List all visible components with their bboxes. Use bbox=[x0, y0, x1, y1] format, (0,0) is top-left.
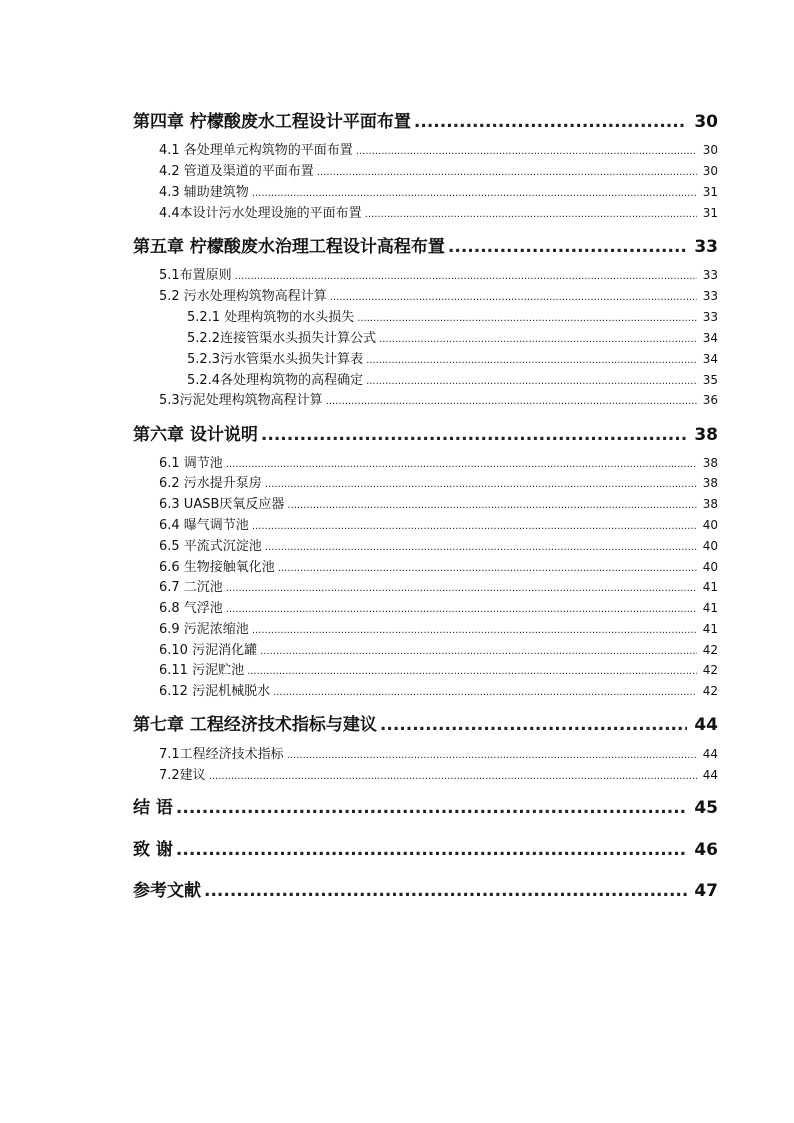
toc-title: 4.1 各处理单元构筑物的平面布置 bbox=[159, 143, 353, 158]
toc-chapter-7[interactable] bbox=[133, 710, 718, 735]
toc-title: 5.2.4各处理构筑物的高程确定 bbox=[187, 373, 364, 388]
toc-title: 5.1布置原则 bbox=[159, 268, 232, 283]
toc-title: 6.10 污泥消化罐 bbox=[159, 643, 258, 658]
toc-title: 第六章 设计说明 bbox=[133, 425, 258, 445]
toc-subsection-5-2-4[interactable] bbox=[187, 369, 718, 388]
toc-page-number: 41 bbox=[702, 622, 718, 636]
toc-page-number: 31 bbox=[702, 206, 718, 220]
dot-leader bbox=[204, 881, 687, 901]
toc-title: 4.3 辅助建筑物 bbox=[159, 185, 249, 200]
toc-page-number: 38 bbox=[702, 456, 718, 470]
toc-section-6-3[interactable] bbox=[159, 493, 718, 512]
toc-title: 7.1工程经济技术指标 bbox=[159, 747, 284, 762]
dot-leader bbox=[176, 798, 687, 818]
toc-title: 第四章 柠檬酸废水工程设计平面布置 bbox=[133, 112, 411, 132]
toc-page-number: 41 bbox=[702, 580, 718, 594]
toc-title: 5.3污泥处理构筑物高程计算 bbox=[159, 393, 323, 408]
dot-leader bbox=[252, 521, 697, 532]
dot-leader bbox=[365, 209, 697, 220]
toc-section-7-2[interactable] bbox=[159, 764, 718, 783]
toc-page-number: 31 bbox=[702, 185, 718, 199]
toc-page-number: 36 bbox=[702, 393, 718, 407]
toc-section-6-10[interactable] bbox=[159, 639, 718, 658]
toc-page-number: 30 bbox=[702, 143, 718, 157]
dot-leader bbox=[330, 292, 697, 303]
dot-leader bbox=[273, 687, 697, 698]
toc-page-number: 40 bbox=[702, 539, 718, 553]
dot-leader bbox=[317, 167, 697, 178]
toc-title: 6.11 污泥贮池 bbox=[159, 663, 245, 678]
dot-leader bbox=[265, 542, 697, 553]
toc-conclusion[interactable] bbox=[133, 793, 718, 818]
toc-page-number: 47 bbox=[694, 881, 718, 901]
toc-page-number: 34 bbox=[702, 352, 718, 366]
toc-chapter-5[interactable] bbox=[133, 232, 718, 257]
dot-leader bbox=[176, 840, 687, 860]
toc-title: 4.2 管道及渠道的平面布置 bbox=[159, 164, 314, 179]
toc-title: 致 谢 bbox=[133, 840, 173, 860]
dot-leader bbox=[247, 666, 697, 677]
toc-title: 6.4 曝气调节池 bbox=[159, 518, 249, 533]
dot-leader bbox=[287, 750, 697, 761]
toc-page-number: 46 bbox=[694, 840, 718, 860]
toc-section-4-2[interactable] bbox=[159, 160, 718, 179]
toc-chapter-4[interactable] bbox=[133, 107, 718, 132]
toc-page-number: 33 bbox=[702, 268, 718, 282]
dot-leader bbox=[326, 396, 697, 407]
toc-page-number: 44 bbox=[702, 768, 718, 782]
toc-section-4-4[interactable] bbox=[159, 202, 718, 221]
toc-section-5-3[interactable] bbox=[159, 389, 718, 408]
toc-page-number: 41 bbox=[702, 601, 718, 615]
toc-section-6-2[interactable] bbox=[159, 472, 718, 491]
dot-leader bbox=[366, 376, 697, 387]
toc-page-number: 30 bbox=[694, 112, 718, 132]
toc-page-number: 35 bbox=[702, 373, 718, 387]
toc-title: 参考文献 bbox=[133, 881, 201, 901]
toc-references[interactable] bbox=[133, 876, 718, 901]
toc-section-6-8[interactable] bbox=[159, 597, 718, 616]
toc-acknowledgements[interactable] bbox=[133, 835, 718, 860]
toc-title: 5.2.2连接管渠水头损失计算公式 bbox=[187, 331, 377, 346]
toc-section-6-6[interactable] bbox=[159, 556, 718, 575]
dot-leader bbox=[287, 500, 697, 511]
toc-page-number: 40 bbox=[702, 560, 718, 574]
toc-title: 6.2 污水提升泵房 bbox=[159, 476, 262, 491]
toc-section-5-1[interactable] bbox=[159, 264, 718, 283]
toc-title: 6.8 气浮池 bbox=[159, 601, 223, 616]
dot-leader bbox=[226, 604, 697, 615]
toc-title: 6.5 平流式沉淀池 bbox=[159, 539, 262, 554]
toc-section-5-2[interactable] bbox=[159, 285, 718, 304]
toc-page-number: 30 bbox=[702, 164, 718, 178]
toc-title: 5.2.3污水管渠水头损失计算表 bbox=[187, 352, 364, 367]
dot-leader bbox=[260, 646, 697, 657]
toc-section-6-9[interactable] bbox=[159, 618, 718, 637]
toc-section-4-1[interactable] bbox=[159, 139, 718, 158]
toc-section-7-1[interactable] bbox=[159, 743, 718, 762]
toc-title: 第五章 柠檬酸废水治理工程设计高程布置 bbox=[133, 237, 445, 257]
toc-title: 6.7 二沉池 bbox=[159, 580, 223, 595]
toc-page-number: 33 bbox=[702, 289, 718, 303]
toc-title: 6.1 调节池 bbox=[159, 456, 223, 471]
toc-page-number: 38 bbox=[702, 497, 718, 511]
toc-page-number: 38 bbox=[702, 476, 718, 490]
dot-leader bbox=[357, 313, 697, 324]
toc-subsection-5-2-3[interactable] bbox=[187, 348, 718, 367]
toc-title: 5.2.1 处理构筑物的水头损失 bbox=[187, 310, 355, 325]
toc-subsection-5-2-1[interactable] bbox=[187, 306, 718, 325]
toc-title: 6.3 UASB厌氧反应器 bbox=[159, 497, 285, 512]
toc-page-number: 40 bbox=[702, 518, 718, 532]
dot-leader bbox=[414, 112, 687, 132]
toc-page-number: 42 bbox=[702, 684, 718, 698]
dot-leader bbox=[278, 563, 697, 574]
toc-page-number: 33 bbox=[694, 237, 718, 257]
toc-page-number: 42 bbox=[702, 643, 718, 657]
toc-page-number: 44 bbox=[702, 747, 718, 761]
toc-section-6-7[interactable] bbox=[159, 576, 718, 595]
toc-section-6-11[interactable] bbox=[159, 659, 718, 678]
toc-section-6-5[interactable] bbox=[159, 535, 718, 554]
toc-title: 5.2 污水处理构筑物高程计算 bbox=[159, 289, 327, 304]
dot-leader bbox=[226, 459, 697, 470]
dot-leader bbox=[379, 334, 697, 345]
toc-title: 6.6 生物接触氧化池 bbox=[159, 560, 275, 575]
toc-section-6-1[interactable] bbox=[159, 452, 718, 471]
dot-leader bbox=[380, 715, 687, 735]
toc-section-6-4[interactable] bbox=[159, 514, 718, 533]
dot-leader bbox=[265, 479, 697, 490]
dot-leader bbox=[209, 771, 697, 782]
toc-title: 7.2建议 bbox=[159, 768, 206, 783]
toc-title: 结 语 bbox=[133, 798, 173, 818]
toc-page-number: 33 bbox=[702, 310, 718, 324]
dot-leader bbox=[261, 425, 687, 445]
dot-leader bbox=[448, 237, 687, 257]
dot-leader bbox=[252, 625, 697, 636]
dot-leader bbox=[366, 355, 697, 366]
toc-title: 第七章 工程经济技术指标与建议 bbox=[133, 715, 377, 735]
toc-page-number: 44 bbox=[694, 715, 718, 735]
dot-leader bbox=[235, 271, 697, 282]
toc-section-6-12[interactable] bbox=[159, 680, 718, 699]
toc-subsection-5-2-2[interactable] bbox=[187, 327, 718, 346]
toc-section-4-3[interactable] bbox=[159, 181, 718, 200]
toc-page-number: 34 bbox=[702, 331, 718, 345]
toc-page-number: 42 bbox=[702, 663, 718, 677]
toc-title: 6.9 污泥浓缩池 bbox=[159, 622, 249, 637]
toc-title: 4.4本设计污水处理设施的平面布置 bbox=[159, 206, 362, 221]
dot-leader bbox=[356, 146, 697, 157]
toc-title: 6.12 污泥机械脱水 bbox=[159, 684, 271, 699]
dot-leader bbox=[252, 188, 697, 199]
dot-leader bbox=[226, 583, 697, 594]
toc-page-number: 45 bbox=[694, 798, 718, 818]
toc-chapter-6[interactable] bbox=[133, 420, 718, 445]
toc-page-number: 38 bbox=[694, 425, 718, 445]
